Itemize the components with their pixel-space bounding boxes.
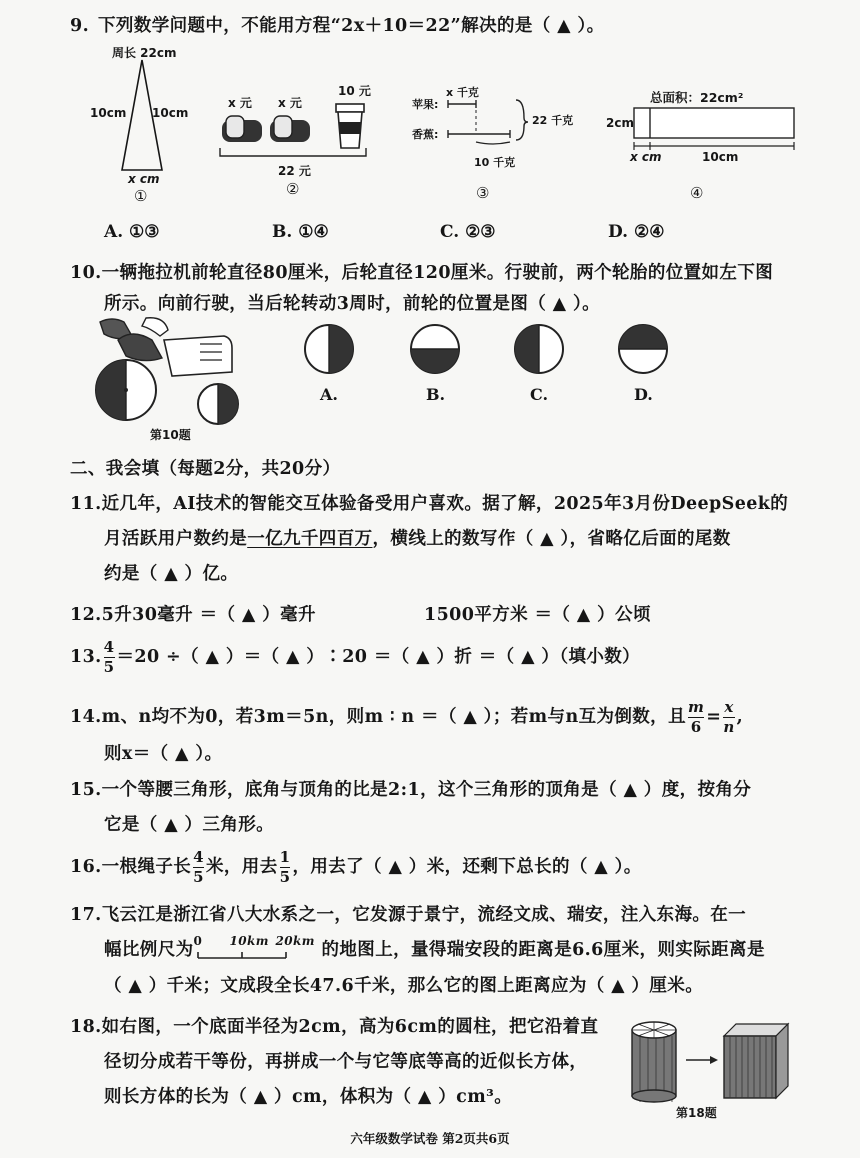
fig2-price2: x 元 <box>278 96 302 110</box>
bread-icon <box>222 116 262 142</box>
fig1-label: ① <box>134 187 148 205</box>
q14-line2: 则x＝（ ▲ ）。 <box>104 744 223 764</box>
q11-line3: 约是（ ▲ ）亿。 <box>104 564 239 584</box>
cuboid <box>724 1024 788 1098</box>
q17-line1-text: 飞云江是浙江省八大水系之一，它发源于景宁，流经文成、瑞安，注入东海。在一 <box>101 905 747 925</box>
q16-fraction-2 <box>280 850 291 885</box>
q13-body: ＝20 ÷（ ▲ ）＝（ ▲ ）∶20 ＝（ ▲ ）折 ＝（ ▲ ）（填小数） <box>116 647 641 667</box>
q13-fraction-den: 5 <box>103 658 115 676</box>
q16-line <box>70 850 642 885</box>
q10-option-c: C. <box>530 385 549 404</box>
q14-fraction-2 <box>723 700 734 735</box>
fig3-top: x 千克 <box>446 86 479 99</box>
q13-number: 13. <box>70 647 102 667</box>
q16-part-b: 米，用去 <box>206 857 278 877</box>
q16-f2-num: 1 <box>279 848 291 866</box>
q10-line1 <box>70 259 773 284</box>
fig4-label: ④ <box>690 184 704 202</box>
q11-number: 11. <box>70 494 102 514</box>
fig1-base: x cm <box>128 172 160 186</box>
q18-caption: 第18题 <box>676 1106 717 1120</box>
q14-number: 14. <box>70 707 102 727</box>
fig3-diff: 10 千克 <box>474 156 516 169</box>
fig4-area: 总面积：22cm² <box>650 90 744 105</box>
q15-line1 <box>70 776 751 801</box>
q10-caption: 第10题 <box>150 428 191 442</box>
q11-line2-post: ，横线上的数写作（ ▲ ），省略亿后面的尾数 <box>372 529 731 549</box>
q9-number: 9. <box>70 16 90 36</box>
q10-option-d: D. <box>634 385 653 404</box>
scale-10km: 10km <box>229 933 269 948</box>
q10-line2: 所示。向前行驶，当后轮转动3周时，前轮的位置是图（ ▲ ）。 <box>104 294 601 314</box>
bread-icon <box>270 116 310 142</box>
q9-option-d: D. ②④ <box>608 222 665 242</box>
q16-f1-den: 5 <box>193 868 204 886</box>
q17-line2-post: 的地图上，量得瑞安段的距离是6.6厘米，则实际距离是 <box>321 940 765 960</box>
q11-line1 <box>70 490 788 515</box>
q10-option-b-figure <box>408 322 462 380</box>
q10-option-d-figure <box>616 322 670 380</box>
q14-line1: 14.m、n均不为0，若3m＝5n，则m ∶ n ＝（ ▲ ）；若m与n互为倒数，且 $\frac{m}{6}$ = $\frac{x}{n}$ , <box>70 698 744 736</box>
q11-underlined-number: 一亿九千四百万 <box>247 529 373 549</box>
q11-line1-text: 近几年，AI技术的智能交互体验备受用户喜欢。据了解，2025年3月份DeepSeek的 <box>101 494 789 514</box>
page-footer: 六年级数学试卷 第2页共6页 <box>350 1131 510 1146</box>
q17-number: 17. <box>70 905 102 925</box>
fig4-w2: 10cm <box>702 150 739 164</box>
q16-number: 16. <box>70 857 102 877</box>
fig1-left: 10cm <box>90 106 127 120</box>
q16-part-c: ，用去了（ ▲ ）米，还剩下总长的（ ▲ ）。 <box>292 857 642 877</box>
q13-fraction <box>104 640 115 675</box>
fig4-w1: x cm <box>630 150 662 164</box>
fig2-price3: 10 元 <box>338 84 371 98</box>
scale-0: 0 <box>193 933 203 948</box>
fig2-label: ② <box>286 180 300 198</box>
q9-option-a: A. ①③ <box>104 222 160 242</box>
q9-figure-2 <box>214 80 394 204</box>
fig1-right: 10cm <box>152 106 189 120</box>
q18-line2: 径切分成若干等份，再拼成一个与它等底等高的近似长方体， <box>104 1052 588 1072</box>
scale-20km: 20km <box>275 933 315 948</box>
q10-number: 10. <box>70 263 102 283</box>
q17-line2-pre: 幅比例尺为 <box>104 940 194 960</box>
q12-line <box>70 601 316 626</box>
q10-option-a-figure <box>302 322 356 380</box>
q9-figure-1 <box>90 44 210 204</box>
fig1-perimeter: 周长 22cm <box>112 46 177 60</box>
q16-f1-num: 4 <box>193 848 204 866</box>
q18-line3: 则长方体的长为（ ▲ ）cm，体积为（ ▲ ）cm³。 <box>104 1087 513 1107</box>
q9-text <box>70 12 605 37</box>
cup-icon <box>336 104 364 148</box>
q14-f2-den: n <box>723 718 735 736</box>
scale-bar <box>193 933 322 962</box>
cylinder <box>632 1022 676 1102</box>
q16-fraction-1 <box>193 850 204 885</box>
q18-line1 <box>70 1013 598 1038</box>
q13-fraction-num: 4 <box>103 638 115 656</box>
q16-part-a: 一根绳子长 <box>101 857 192 877</box>
q10-option-a: A. <box>320 385 338 404</box>
q17-line3: （ ▲ ）千米；文成段全长47.6千米，那么它的图上距离应为（ ▲ ）厘米。 <box>104 976 704 996</box>
fig3-apple: 苹果: <box>412 98 439 111</box>
fig3-banana: 香蕉: <box>412 128 439 141</box>
q15-line2: 它是（ ▲ ）三角形。 <box>104 815 275 835</box>
q14-fraction-1 <box>688 700 704 735</box>
q15-number: 15. <box>70 780 102 800</box>
q11-line2 <box>104 525 731 550</box>
q10-line1-text: 一辆拖拉机前轮直径80厘米，后轮直径120厘米。行驶前，两个轮胎的位置如左下图 <box>101 263 774 283</box>
front-wheel <box>198 384 238 424</box>
q18-number: 18. <box>70 1017 102 1037</box>
q17-line1 <box>70 901 746 926</box>
q9-option-b: B. ①④ <box>272 222 329 242</box>
q11-line2-pre: 月活跃用户数约是 <box>104 529 248 549</box>
q10-option-b: B. <box>426 385 446 404</box>
q13-line <box>70 640 640 675</box>
q17-line2 <box>104 933 765 962</box>
q16-f2-den: 5 <box>279 868 291 886</box>
section-2-heading: 二、我会填（每题2分，共20分） <box>70 459 341 479</box>
q14-f2-num: x <box>724 698 734 716</box>
q18-line1-text: 如右图，一个底面半径为2cm，高为6cm的圆柱，把它沿着直 <box>101 1017 599 1037</box>
fig2-total: 22 元 <box>278 164 311 178</box>
fig4-height: 2cm <box>606 116 634 130</box>
fig3-total: 22 千克 <box>532 114 574 127</box>
q15-line1-text: 一个等腰三角形，底角与顶角的比是2:1，这个三角形的顶角是（ ▲ ）度，按角分 <box>101 780 752 800</box>
q14-f1-den: 6 <box>690 718 702 736</box>
q9-figure-4 <box>604 84 804 204</box>
fig3-label: ③ <box>476 184 490 202</box>
q9-figure-3 <box>410 84 590 204</box>
q12-number: 12. <box>70 605 102 625</box>
q10-option-c-figure <box>512 322 566 380</box>
q9-body: 下列数学问题中，不能用方程“2x＋10＝22”解决的是（ ▲ ）。 <box>98 16 605 36</box>
q12-part-a: 5升30毫升 ＝（ ▲ ）毫升 <box>101 605 316 625</box>
q18-figure <box>628 1018 798 1122</box>
q14-line1-text: m、n均不为0，若3m＝5n，则m ∶ n ＝（ ▲ ）；若m与n互为倒数，且 <box>101 707 686 727</box>
q14-f1-num: m <box>687 698 705 716</box>
q9-option-c: C. ②③ <box>440 222 496 242</box>
q12-part-b: 1500平方米 ＝（ ▲ ）公顷 <box>424 605 651 625</box>
rear-wheel <box>96 360 156 420</box>
fig2-price1: x 元 <box>228 96 252 110</box>
tractor-figure <box>92 314 252 442</box>
